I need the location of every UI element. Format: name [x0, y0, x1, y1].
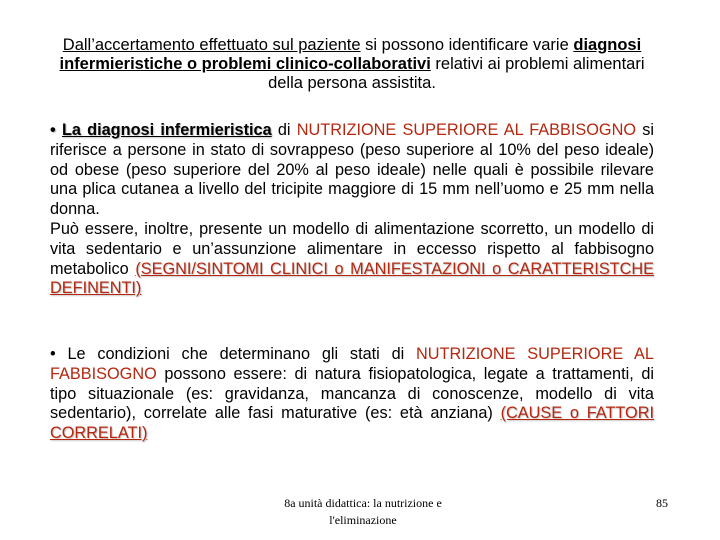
bullet: • [50, 345, 56, 363]
continuation-text: Può essere, inoltre, presente un modello di alimentazione scorretto, un modello di vita sedentario e un’assunzione alimentare in eccesso rispetto al fabbisogno metabolico [50, 219, 654, 278]
causes-intro: Le condizioni che determinano gli stati di [55, 345, 417, 363]
causes-red-term: NUTRIZIONE SUPERIORE AL FABBISOGNO [50, 345, 654, 383]
heading-text-2: relativi ai problemi alimentari della persona assistita. [268, 55, 645, 92]
diagnosis-of: di [271, 121, 297, 139]
heading-diagnosis-terms: diagnosi infermieristiche o problemi clinico-collaborativi [59, 36, 642, 73]
paragraph-causes-text [50, 345, 654, 444]
heading-underlined-start: Dall’accertamento effettuato sul paziente [62, 36, 361, 54]
page-number: 85 [656, 496, 668, 510]
paragraph-diagnosis-definition [50, 121, 654, 220]
footer-line-1: 8a unità didattica: la nutrizione e [284, 496, 442, 510]
paragraph-diagnosis-continuation [50, 220, 654, 299]
diagnosis-text: si riferisce a persone in stato di sovrappeso (peso superiore al 10% del peso ideale) od obese (peso superiore del 20% al peso ideale) nelle quali è possibile rilevare una plica cutanea a livello del tricipite maggiore di 15 mm nell’uomo e 25 mm nella donna. [50, 121, 654, 219]
causes-text: possono essere: di natura fisiopatologica, legate a trattamenti, di tipo situazionale (es: gravidanza, mancanza di conoscenze, modello di vita sedentario), correlate alle fasi maturative (es: età anziana) [50, 364, 654, 423]
footer-unit-title [258, 495, 468, 529]
paragraph-causes [50, 345, 654, 444]
slide-heading [50, 36, 654, 93]
footer-line-2: l'eliminazione [329, 513, 397, 527]
causes-factors-label: (CAUSE o FATTORI CORRELATI) [50, 404, 654, 443]
bullet: • [50, 121, 56, 139]
diagnosis-red-term: NUTRIZIONE SUPERIORE AL FABBISOGNO [296, 121, 636, 139]
signs-symptoms-label: (SEGNI/SINTOMI CLINICI o MANIFESTAZIONI o CARATTERISTCHE DEFINENTI) [50, 259, 655, 298]
diagnosis-label: La diagnosi infermieristica [61, 121, 272, 139]
paragraph-diagnosis [50, 121, 654, 299]
heading-text-1: si possono identificare varie [360, 36, 574, 54]
